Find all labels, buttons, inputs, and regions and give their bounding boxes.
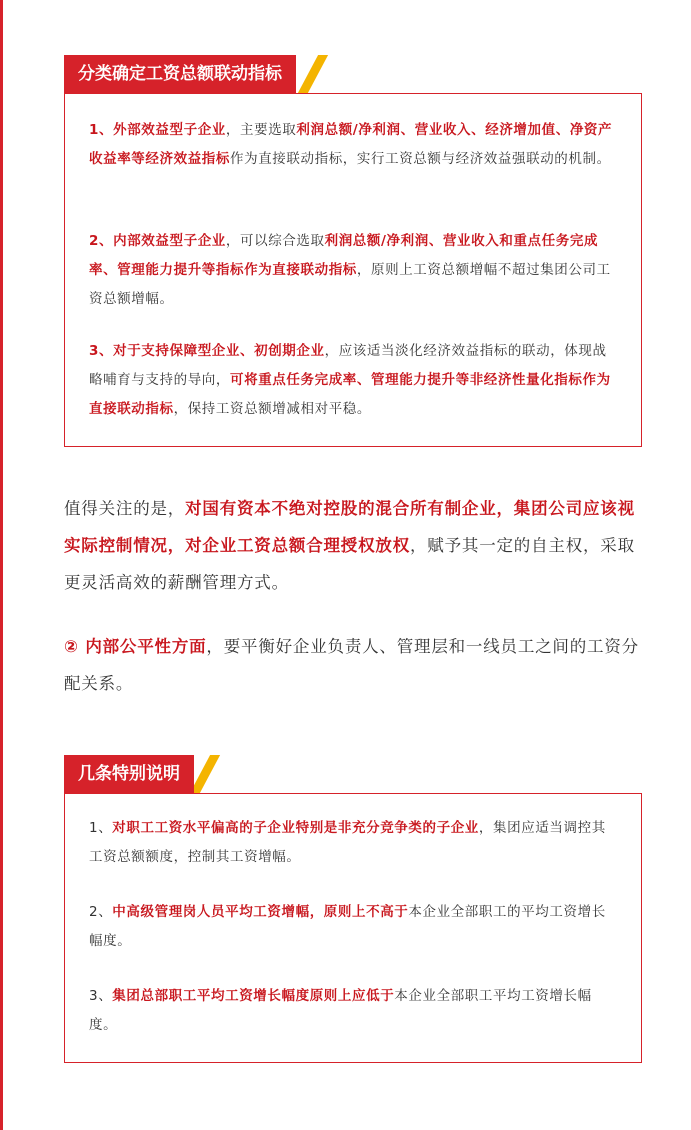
item-text: ，应该适当淡化经济效益指标的联动，体现战略哺育与支持的导向， [89,343,607,388]
paragraph-highlight: 对国有资本不绝对控股的混合所有制企业，集团公司应该视实际控制情况，对企业工资总额合理授权放权 [64,499,635,555]
paragraph-mixed-ownership [64,490,644,601]
section-content-box [64,793,642,1063]
paragraph-text: ，要平衡好企业负责人、管理层和一线员工之间的工资分配关系。 [64,637,639,693]
list-item [89,227,619,314]
list-item [89,982,619,1040]
item-text: 本企业全部职工的平均工资增长幅度。 [89,904,606,949]
item-highlight: 中高级管理岗人员平均工资增幅，原则上不高于 [112,904,409,920]
paragraph-highlight: ② 内部公平性方面 [64,637,207,656]
item-highlight: 可将重点任务完成率、管理能力提升等非经济性量化指标作为直接联动指标 [89,372,611,417]
item-heading: 2、内部效益型子企业 [89,233,226,249]
item-highlight: 对职工工资水平偏高的子企业特别是非充分竞争类的子企业 [112,820,479,836]
paragraph-internal-fairness [64,628,644,702]
item-text: ，原则上工资总额增幅不超过集团公司工资总额增幅。 [89,262,611,307]
item-heading: 1、外部效益型子企业 [89,122,226,138]
item-heading: 3、对于支持保障型企业、初创期企业 [89,343,325,359]
list-item [89,898,619,956]
tab-stripe-decoration [298,55,328,93]
paragraph-text: ，赋予其一定的自主权，采取更灵活高效的薪酬管理方式。 [64,536,635,592]
item-number: 3、 [89,988,113,1004]
section-content-box [64,93,642,447]
item-highlight: 利润总额/净利润、营业收入和重点任务完成率、管理能力提升等指标作为直接联动指标 [89,233,599,278]
left-accent-bar [0,0,3,1130]
paragraph-text: 值得关注的是， [64,499,186,518]
item-number: 2、 [89,904,113,920]
tab-stripe-decoration [190,755,220,793]
item-text: 作为直接联动指标，实行工资总额与经济效益强联动的机制。 [230,151,611,167]
item-text: ，主要选取 [225,122,297,138]
list-item [89,814,619,872]
item-highlight: 集团总部职工平均工资增长幅度原则上应低于 [112,988,395,1004]
section-title-tab: 分类确定工资总额联动指标 [64,55,296,93]
item-text: 本企业全部职工平均工资增长幅度。 [89,988,592,1033]
item-text: ，集团应适当调控其工资总额额度，控制其工资增幅。 [89,820,606,865]
item-text: ，可以综合选取 [225,233,325,249]
item-highlight: 利润总额/净利润、营业收入、经济增加值、净资产收益率等经济效益指标 [89,122,613,167]
item-text: ，保持工资总额增减相对平稳。 [173,401,372,417]
section-special-notes [64,755,642,1063]
section-salary-indicators [64,55,642,447]
item-number: 1、 [89,820,113,836]
section-title-tab: 几条特别说明 [64,755,194,793]
list-item [89,116,619,174]
list-item [89,337,619,424]
